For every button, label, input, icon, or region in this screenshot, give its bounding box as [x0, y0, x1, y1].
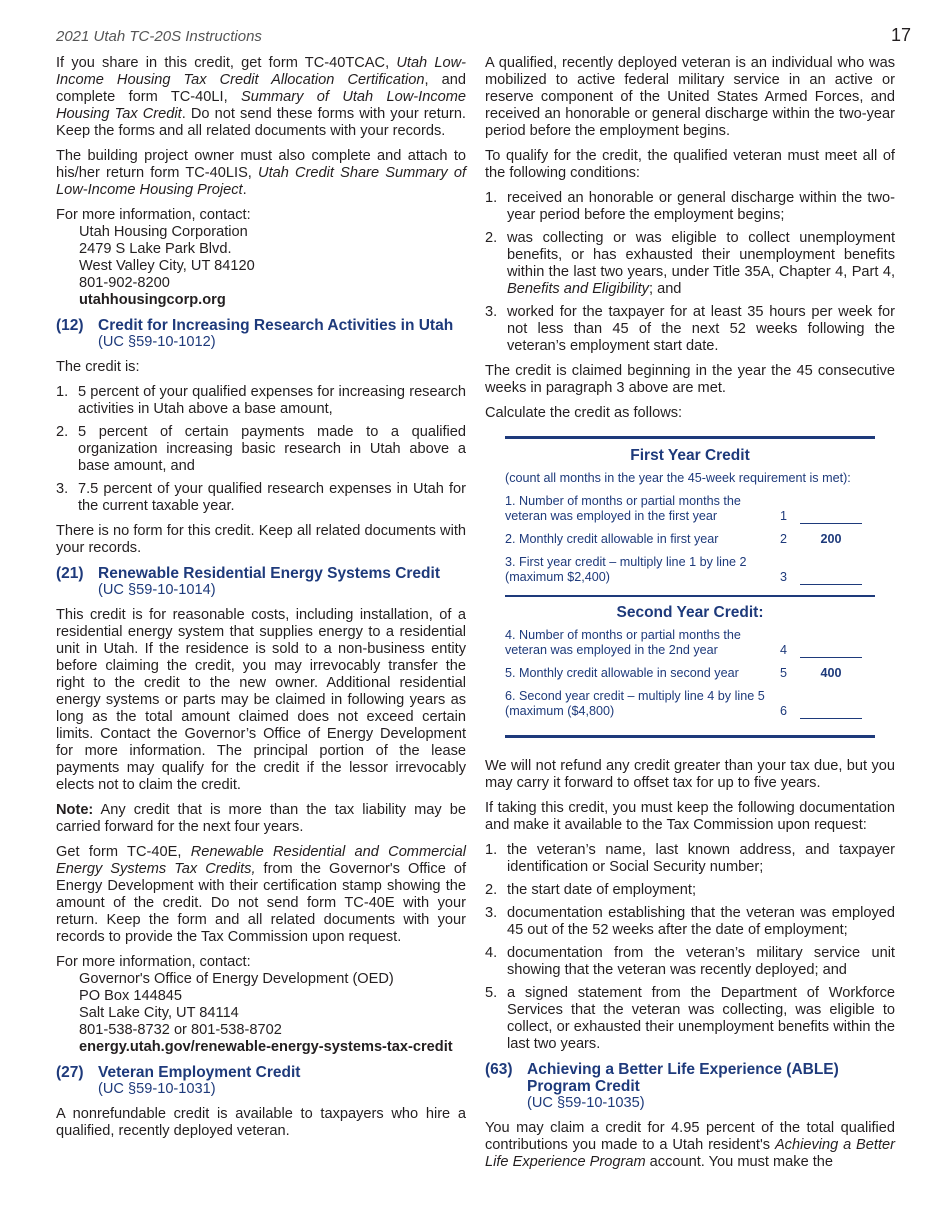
credit-worksheet	[505, 436, 875, 738]
section-reference: (UC §59-10-1012)	[98, 334, 216, 350]
paragraph-project-owner: The building project owner must also complete and attach to his/her return form TC-40LIS, Utah Credit Share Summary of Low-Income Housing Project.	[56, 148, 467, 198]
contact-line: West Valley City, UT 84120	[79, 258, 255, 274]
section-reference: (UC §59-10-1031)	[98, 1081, 216, 1097]
paragraph-credit-is: The credit is:	[56, 359, 140, 375]
contact-line: Utah Housing Corporation	[79, 224, 248, 240]
list-item: 3. documentation establishing that the veteran was employed 45 out of the 52 weeks after the date of employment;	[485, 905, 895, 938]
section-heading-12	[56, 317, 466, 351]
page-header	[56, 25, 911, 49]
entry-field[interactable]	[800, 704, 862, 719]
worksheet-line-5: 5. Monthly credit allowable in second year 5 400	[505, 666, 875, 681]
list-item: 5. a signed statement from the Department of Workforce Services that the veteran was collecting, was eligible to collect, or exhausted their unemployment benefits within the last two years.	[485, 985, 895, 1052]
contact-intro: For more information, contact:	[56, 954, 251, 970]
contact-line: PO Box 144845	[79, 988, 183, 1004]
section-title: Credit for Increasing Research Activities in Utah	[98, 317, 454, 334]
list-item: 2. 5 percent of certain payments made to a qualified organization increasing basic research in Utah above a base amount, and	[56, 424, 466, 474]
list-item: 3. worked for the taxpayer for at least 35 hours per week for not less than 45 of the next 52 weeks following the veteran’s employment start date.	[485, 304, 895, 354]
contact-intro: For more information, contact:	[56, 207, 251, 223]
section-heading-21	[56, 565, 466, 599]
worksheet-line-2: 2. Monthly credit allowable in first year 2 200	[505, 532, 875, 547]
section-title: Renewable Residential Energy Systems Credit	[98, 565, 440, 582]
paragraph-no-form: There is no form for this credit. Keep all related documents with your records.	[56, 523, 466, 556]
second-year-title: Second Year Credit:	[616, 604, 764, 621]
document-title: 2021 Utah TC-20S Instructions	[56, 28, 262, 45]
worksheet-line-1: 1. Number of months or partial months the veteran was employed in the first year 1	[505, 494, 875, 524]
section-code: (12)	[56, 317, 84, 334]
paragraph-form-tc40e: Get form TC-40E, Renewable Residential and Commercial Energy Systems Tax Credits, from the Governor's Office of Energy Development with their certification stamp showing the amount of the credit. Do not send form TC-40E with your return. Keep the form and all related documents with your records to provide the Tax Commission upon request.	[56, 844, 466, 945]
list-item: 4. documentation from the veteran’s military service unit showing that the veteran was recently deployed; and	[485, 945, 895, 978]
paragraph-energy-credit: This credit is for reasonable costs, including installation, of a residential energy system that supplies energy to a residential unit in Utah. If the residence is sold to a non-business entity before claiming the credit, you may irrevocably transfer the right to the credit to the new owner. Additional residential energy systems or parts may be claimed in following years as long as the total amount claimed does not exceed certain limits. Contact the Governor’s Office of Energy Development for more information. The principal portion of the lease payments may qualify for the credit if the lessor irrevocably elects not to claim the credit.	[56, 607, 466, 793]
section-heading-27	[56, 1064, 466, 1098]
section-code: (27)	[56, 1064, 84, 1081]
worksheet-line-3: 3. First year credit – multiply line 1 by line 2 (maximum $2,400) 3	[505, 555, 875, 585]
paragraph-veteran-credit: A nonrefundable credit is available to taxpayers who hire a qualified, recently deployed veteran.	[56, 1106, 466, 1139]
contact-energy-office	[56, 954, 466, 1056]
paragraph-documentation: If taking this credit, you must keep the following documentation and make it available to the Tax Commission upon request:	[485, 800, 895, 833]
worksheet-divider	[505, 595, 875, 597]
worksheet-line-4: 4. Number of months or partial months the veteran was employed in the 2nd year 4	[505, 628, 875, 658]
list-item: 1. received an honorable or general discharge within the two-year period before the employment begins;	[485, 190, 895, 223]
list-item: 2. the start date of employment;	[485, 882, 697, 898]
paragraph-able-credit: You may claim a credit for 4.95 percent of the total qualified contributions you made to a Utah resident's Achieving a Better Life Experience Program account. You must make the	[485, 1120, 895, 1170]
line-value: 400	[820, 666, 842, 680]
research-credit-list	[56, 384, 466, 515]
contact-line: Governor's Office of Energy Development (OED)	[79, 971, 394, 987]
worksheet-line-6: 6. Second year credit – multiply line 4 by line 5 (maximum ($4,800) 6	[505, 689, 875, 719]
contact-website: utahhousingcorp.org	[79, 292, 226, 308]
contact-line: 801-902-8200	[79, 275, 170, 291]
section-title: Achieving a Better Life Experience (ABLE) Program Credit	[527, 1061, 839, 1095]
page-number: 17	[890, 25, 911, 45]
documentation-list	[485, 842, 895, 1053]
contact-line: 801-538-8732 or 801-538-8702	[79, 1022, 282, 1038]
section-reference: (UC §59-10-1035)	[527, 1095, 645, 1111]
contact-line: Salt Lake City, UT 84114	[79, 1005, 239, 1021]
paragraph-note: Note: Any credit that is more than the tax liability may be carried forward for the next four years.	[56, 802, 466, 835]
worksheet-note: (count all months in the year the 45-week requirement is met):	[505, 471, 851, 485]
list-item: 1. the veteran’s name, last known address, and taxpayer identification or Social Security number;	[485, 842, 895, 875]
list-item: 2. was collecting or was eligible to collect unemployment benefits, or has exhausted their unemployment benefits within the last two years, under Title 35A, Chapter 4, Part 4, Benefits and Eligibility; and	[485, 230, 895, 297]
first-year-title: First Year Credit	[630, 447, 750, 464]
paragraph-low-income-housing: If you share in this credit, get form TC-40TCAC, Utah Low-Income Housing Tax Credit Allocation Certification, and complete form TC-40LI, Summary of Utah Low-Income Housing Tax Credit. Do not send these forms with your return. Keep the forms and all related documents with your records.	[56, 55, 467, 139]
paragraph-qualify: To qualify for the credit, the qualified veteran must meet all of the following conditions:	[485, 148, 895, 181]
list-item: 1. 5 percent of your qualified expenses for increasing research activities in Utah above a base amount,	[56, 384, 466, 417]
entry-field[interactable]	[800, 643, 862, 658]
list-item: 3. 7.5 percent of your qualified research expenses in Utah for the current taxable year.	[56, 481, 466, 514]
paragraph-no-refund: We will not refund any credit greater than your tax due, but you may carry it forward to offset tax for up to five years.	[485, 758, 895, 791]
line-value: 200	[820, 532, 842, 546]
left-column	[56, 55, 466, 1148]
contact-line: 2479 S Lake Park Blvd.	[79, 241, 232, 257]
contact-utah-housing	[56, 207, 466, 309]
right-column	[485, 55, 895, 1179]
paragraph-claimed: The credit is claimed beginning in the year the 45 consecutive weeks in paragraph 3 above are met.	[485, 363, 895, 396]
section-code: (21)	[56, 565, 84, 582]
section-title: Veteran Employment Credit	[98, 1064, 301, 1081]
paragraph-veteran-definition: A qualified, recently deployed veteran is an individual who was mobilized to active federal military service in an active or reserve component of the United States Armed Forces, and received an honorable or general discharge within the two-year period before the employment begins.	[485, 55, 895, 139]
contact-website: energy.utah.gov/renewable-energy-systems-tax-credit	[79, 1039, 453, 1055]
conditions-list	[485, 190, 895, 355]
paragraph-calculate: Calculate the credit as follows:	[485, 405, 683, 421]
section-heading-63	[485, 1061, 895, 1112]
entry-field[interactable]	[800, 570, 862, 585]
section-code: (63)	[485, 1061, 513, 1078]
section-reference: (UC §59-10-1014)	[98, 582, 216, 598]
entry-field[interactable]	[800, 509, 862, 524]
